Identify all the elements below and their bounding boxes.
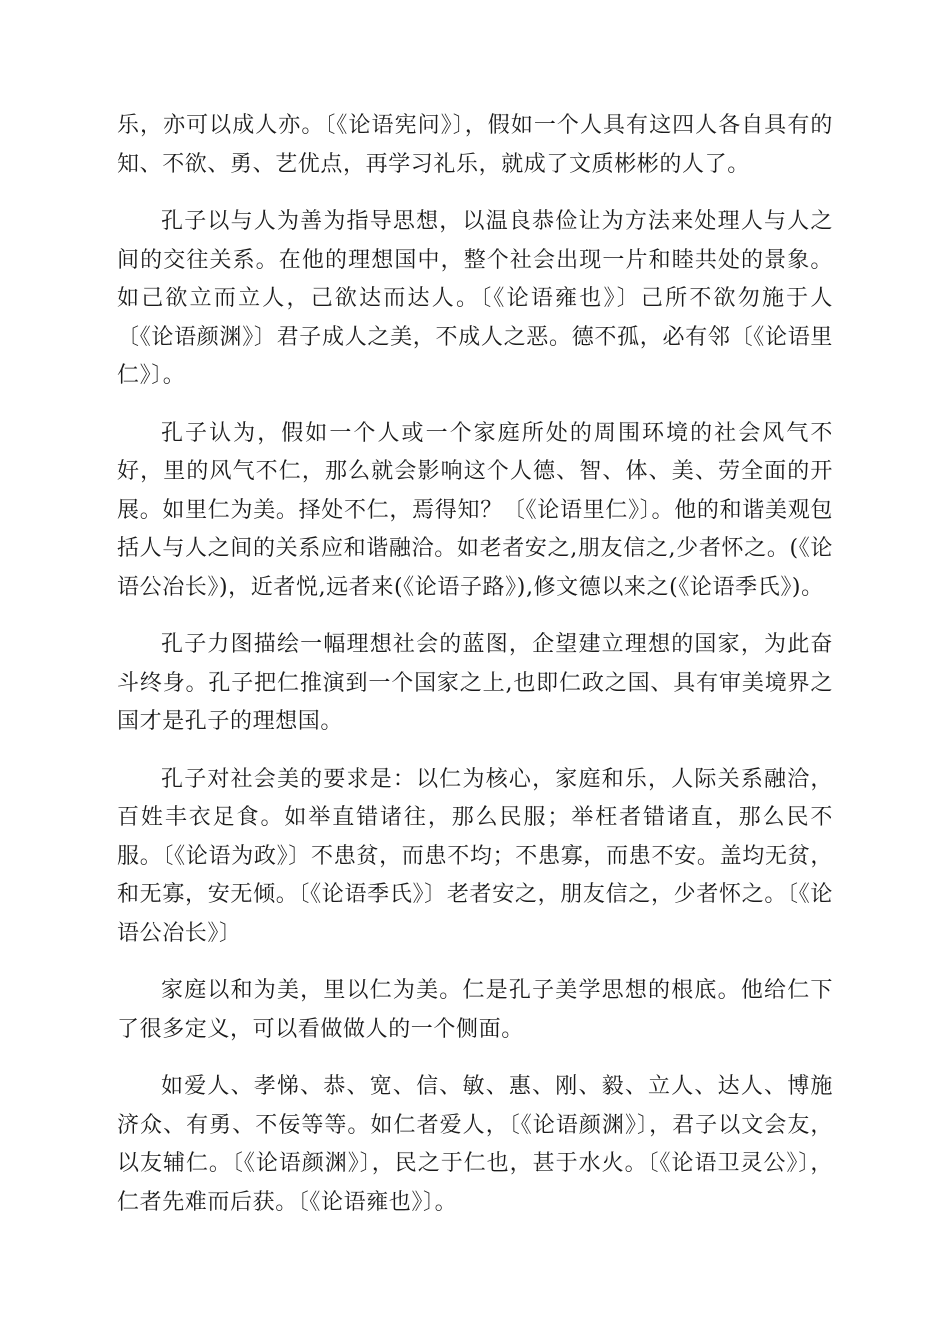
paragraph-6: 家庭以和为美，里以仁为美。仁是孔子美学思想的根底。他给仁下了很多定义，可以看做做人的一个侧面。 [117, 978, 833, 1042]
paragraph-3: 孔子认为，假如一个人或一个家庭所处的周围环境的社会风气不好，里的风气不仁，那么就会影响这个人德、智、体、美、劳全面的开展。如里仁为美。择处不仁，焉得知？〔《论语里仁》〕。他的和谐美观包括人与人之间的关系应和谐融洽。如老者安之,朋友信之,少者怀之。(《论语公冶长》)，近者悦,远者来(《论语子路》),修文德以来之(《论语季氏》)。 [117, 420, 833, 600]
paragraph-1: 乐，亦可以成人亦。〔《论语宪问》〕，假如一个人具有这四人各自具有的知、不欲、勇、艺优点，再学习礼乐，就成了文质彬彬的人了。 [117, 113, 833, 177]
paragraph-7: 如爱人、孝悌、恭、宽、信、敏、惠、刚、毅、立人、达人、博施济众、有勇、不佞等等。如仁者爱人，〔《论语颜渊》〕，君子以文会友，以友辅仁。〔《论语颜渊》〕，民之于仁也，甚于水火。〔《论语卫灵公》〕，仁者先难而后获。〔《论语雍也》〕。 [117, 1074, 833, 1215]
paragraph-4: 孔子力图描绘一幅理想社会的蓝图，企望建立理想的国家，为此奋斗终身。孔子把仁推演到一个国家之上,也即仁政之国、具有审美境界之国才是孔子的理想国。 [117, 632, 833, 734]
paragraph-2: 孔子以与人为善为指导思想，以温良恭俭让为方法来处理人与人之间的交往关系。在他的理想国中，整个社会出现一片和睦共处的景象。如己欲立而立人，己欲达而达人。〔《论语雍也》〕己所不欲勿施于人〔《论语颜渊》〕君子成人之美，不成人之恶。德不孤，必有邻〔《论语里仁》〕。 [117, 209, 833, 388]
paragraph-5: 孔子对社会美的要求是：以仁为核心，家庭和乐，人际关系融洽，百姓丰衣足食。如举直错诸往，那么民服；举枉者错诸直，那么民不服。〔《论语为政》〕不患贫，而患不均；不患寡，而患不安。盖均无贫，和无寡，安无倾。〔《论语季氏》〕老者安之，朋友信之，少者怀之。〔《论语公冶长》〕 [117, 766, 833, 946]
document-page [117, 107, 833, 1241]
